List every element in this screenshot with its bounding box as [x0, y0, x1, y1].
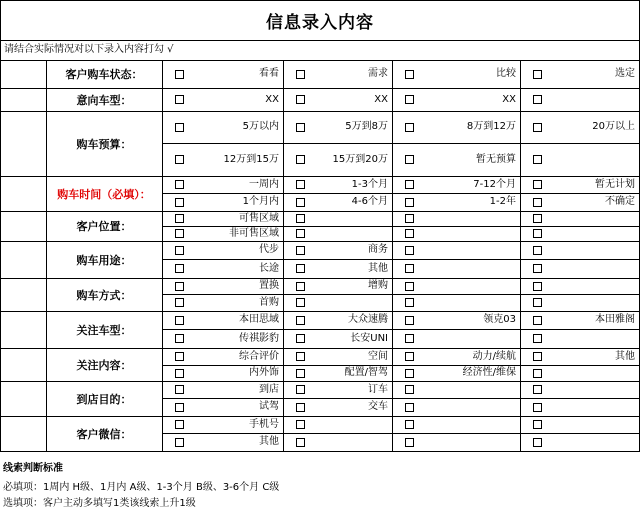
cell-divider: [392, 433, 393, 451]
checkbox-icon[interactable]: [175, 229, 184, 238]
checkbox-icon[interactable]: [296, 334, 305, 343]
checkbox-icon[interactable]: [405, 155, 414, 164]
criteria-optional: 选填项：客户主动多填写1类该线索上升1级: [3, 498, 196, 509]
option-label: [418, 398, 516, 416]
option-label: [418, 277, 516, 295]
cell-divider: [520, 176, 521, 193]
checkbox-icon[interactable]: [175, 420, 184, 429]
checkbox-icon[interactable]: [533, 155, 542, 164]
option-label: XX: [502, 94, 516, 105]
checkbox-icon[interactable]: [533, 420, 542, 429]
checkbox-icon[interactable]: [296, 198, 305, 207]
option-label: 其他: [615, 351, 635, 362]
option-label: 非可售区域: [229, 228, 279, 239]
checkbox-icon[interactable]: [175, 123, 184, 132]
cell-divider: [520, 226, 521, 241]
checkbox-icon[interactable]: [296, 403, 305, 412]
checkbox-icon[interactable]: [405, 369, 414, 378]
cell-divider: [520, 398, 521, 416]
border-left: [0, 0, 1, 451]
checkbox-icon[interactable]: [533, 180, 542, 189]
checkbox-icon[interactable]: [533, 298, 542, 307]
option-label: [546, 277, 635, 295]
checkbox-icon[interactable]: [405, 334, 414, 343]
option-label: [546, 398, 635, 416]
option-label: 订车: [368, 384, 388, 395]
cell-divider: [392, 241, 393, 259]
checkbox-icon[interactable]: [296, 155, 305, 164]
option-label: [309, 294, 388, 312]
option-label: 1个月内: [242, 196, 279, 207]
option-label: 长途: [259, 263, 279, 274]
cell-divider: [520, 311, 521, 329]
option-label: 1-2年: [489, 196, 516, 207]
checkbox-icon[interactable]: [405, 264, 414, 273]
checkbox-icon[interactable]: [175, 352, 184, 361]
option-label: [546, 330, 635, 348]
option-label: [418, 433, 516, 451]
cell-divider: [283, 398, 284, 416]
cell-divider: [283, 241, 284, 259]
option-label: [418, 416, 516, 434]
option-label: 需求: [368, 68, 388, 79]
form-instruction: 请结合实际情况对以下录入内容打勾 √: [4, 44, 174, 55]
cell-divider: [392, 278, 393, 294]
row-label: 客户位置：: [76, 220, 132, 233]
checkbox-icon[interactable]: [405, 229, 414, 238]
checkbox-icon[interactable]: [405, 298, 414, 307]
option-label: 5万以内: [242, 121, 279, 132]
option-label: 20万以上: [592, 121, 635, 132]
cell-divider: [283, 381, 284, 398]
border-label-col: [162, 60, 163, 451]
checkbox-icon[interactable]: [533, 334, 542, 343]
cell-divider: [392, 176, 393, 193]
checkbox-icon[interactable]: [296, 214, 305, 223]
cell-divider: [520, 348, 521, 365]
cell-divider: [392, 381, 393, 398]
checkbox-icon[interactable]: [405, 316, 414, 325]
cell-divider: [520, 241, 521, 259]
option-label: 5万到8万: [345, 121, 388, 132]
checkbox-icon[interactable]: [296, 420, 305, 429]
cell-divider: [283, 111, 284, 143]
checkbox-icon[interactable]: [405, 246, 414, 255]
row-label: 购车方式：: [76, 288, 132, 302]
cell-divider: [392, 211, 393, 226]
checkbox-icon[interactable]: [533, 385, 542, 394]
option-label: 商务: [368, 244, 388, 255]
option-label: [546, 364, 635, 382]
option-label: 其他: [259, 436, 279, 447]
cell-divider: [520, 143, 521, 176]
cell-divider: [392, 365, 393, 381]
cell-divider: [283, 348, 284, 365]
option-label: 到店: [259, 384, 279, 395]
cell-divider: [283, 294, 284, 311]
cell-divider: [520, 60, 521, 88]
option-label: 15万到20万: [332, 154, 388, 165]
checkbox-icon[interactable]: [296, 316, 305, 325]
option-label: 置换: [259, 280, 279, 291]
checkbox-icon[interactable]: [533, 352, 542, 361]
option-label: [546, 91, 635, 109]
option-label: 4-6个月: [351, 196, 388, 207]
option-label: 选定: [615, 68, 635, 79]
option-label: 暂无预算: [476, 154, 516, 165]
checkbox-icon[interactable]: [405, 198, 414, 207]
cell-divider: [283, 88, 284, 111]
checkbox-icon[interactable]: [533, 229, 542, 238]
row-label: 购车用途：: [76, 253, 132, 267]
checkbox-icon[interactable]: [405, 180, 414, 189]
checkbox-icon[interactable]: [296, 70, 305, 79]
cell-divider: [392, 88, 393, 111]
option-label: 1-3个月: [351, 179, 388, 190]
cell-divider: [520, 111, 521, 143]
option-label: [546, 416, 635, 434]
option-label: [418, 381, 516, 399]
cell-divider: [392, 226, 393, 241]
checkbox-icon[interactable]: [175, 264, 184, 273]
cell-divider: [283, 416, 284, 433]
cell-divider: [283, 176, 284, 193]
option-label: [309, 433, 388, 451]
option-label: [546, 260, 635, 278]
cell-divider: [392, 259, 393, 278]
option-label: 本田思域: [239, 314, 279, 325]
option-label: 首购: [259, 297, 279, 308]
option-label: 大众速腾: [348, 314, 388, 325]
cell-divider: [283, 193, 284, 211]
checkbox-icon[interactable]: [405, 420, 414, 429]
checkbox-icon[interactable]: [405, 385, 414, 394]
option-label: 长安UNI: [350, 333, 388, 344]
cell-divider: [392, 416, 393, 433]
checkbox-icon[interactable]: [175, 438, 184, 447]
option-label: 试驾: [259, 401, 279, 412]
option-label: 配置/智驾: [344, 367, 388, 378]
option-label: 暂无计划: [595, 179, 635, 190]
checkbox-icon[interactable]: [296, 246, 305, 255]
option-label: XX: [265, 94, 279, 105]
cell-divider: [283, 211, 284, 226]
cell-divider: [392, 111, 393, 143]
option-label: 可售区域: [239, 213, 279, 224]
option-label: 本田雅阁: [595, 314, 635, 325]
option-label: [418, 330, 516, 348]
row-label: 购车时间（必填）：: [57, 187, 151, 201]
cell-divider: [283, 278, 284, 294]
cell-divider: [520, 416, 521, 433]
option-label: 领克03: [483, 314, 516, 325]
checkbox-icon[interactable]: [175, 369, 184, 378]
checkbox-icon[interactable]: [533, 438, 542, 447]
option-label: [418, 260, 516, 278]
checkbox-icon[interactable]: [533, 123, 542, 132]
checkbox-icon[interactable]: [175, 198, 184, 207]
option-label: 交车: [368, 401, 388, 412]
checkbox-icon[interactable]: [175, 282, 184, 291]
row-label: 到店目的：: [76, 392, 132, 406]
option-label: 内外饰: [249, 367, 279, 378]
option-label: [309, 416, 388, 434]
form-title: 信息录入内容: [266, 12, 374, 33]
option-label: 动力/续航: [472, 351, 516, 362]
cell-divider: [283, 329, 284, 348]
checkbox-icon[interactable]: [175, 180, 184, 189]
option-label: XX: [374, 94, 388, 105]
cell-divider: [392, 329, 393, 348]
row-label: 关注车型：: [76, 323, 132, 337]
cell-divider: [392, 348, 393, 365]
cell-divider: [520, 259, 521, 278]
checkbox-icon[interactable]: [533, 282, 542, 291]
checkbox-icon[interactable]: [533, 316, 542, 325]
option-label: 空间: [368, 351, 388, 362]
checkbox-icon[interactable]: [175, 246, 184, 255]
checkbox-icon[interactable]: [533, 246, 542, 255]
checkbox-icon[interactable]: [405, 438, 414, 447]
option-label: [418, 294, 516, 312]
cell-divider: [283, 143, 284, 176]
checkbox-icon[interactable]: [533, 198, 542, 207]
cell-divider: [520, 329, 521, 348]
row-label: 客户微信：: [76, 427, 132, 441]
option-label: 代步: [259, 244, 279, 255]
option-label: 综合评价: [239, 351, 279, 362]
checkbox-icon[interactable]: [296, 123, 305, 132]
cell-divider: [520, 365, 521, 381]
cell-divider: [520, 88, 521, 111]
checkbox-icon[interactable]: [533, 70, 542, 79]
option-label: 不确定: [605, 196, 635, 207]
checkbox-icon[interactable]: [296, 180, 305, 189]
cell-divider: [520, 211, 521, 226]
row-label: 购车预算：: [76, 137, 132, 151]
checkbox-icon[interactable]: [296, 95, 305, 104]
checkbox-icon[interactable]: [175, 385, 184, 394]
criteria-required: 必填项：1周内 H级、1月内 A级、1-3个月 B级、3-6个月 C级: [3, 482, 280, 493]
option-label: [546, 381, 635, 399]
checkbox-icon[interactable]: [533, 95, 542, 104]
cell-divider: [283, 226, 284, 241]
option-label: 比较: [496, 68, 516, 79]
checkbox-icon[interactable]: [175, 214, 184, 223]
cell-divider: [392, 60, 393, 88]
checkbox-icon[interactable]: [405, 282, 414, 291]
checkbox-icon[interactable]: [175, 70, 184, 79]
cell-divider: [520, 193, 521, 211]
cell-divider: [392, 193, 393, 211]
checkbox-icon[interactable]: [296, 282, 305, 291]
cell-divider: [392, 294, 393, 311]
option-label: 看看: [259, 68, 279, 79]
checkbox-icon[interactable]: [296, 229, 305, 238]
cell-divider: [283, 259, 284, 278]
checkbox-icon[interactable]: [296, 438, 305, 447]
cell-divider: [392, 143, 393, 176]
row-label: 意向车型：: [76, 93, 132, 107]
checkbox-icon[interactable]: [533, 369, 542, 378]
criteria-heading: 线索判断标准: [3, 463, 63, 474]
checkbox-icon[interactable]: [405, 403, 414, 412]
cell-divider: [520, 294, 521, 311]
option-label: [546, 433, 635, 451]
checkbox-icon[interactable]: [296, 298, 305, 307]
cell-divider: [392, 398, 393, 416]
border-top: [0, 0, 640, 1]
cell-divider: [392, 311, 393, 329]
option-label: [546, 294, 635, 312]
option-label: 经济性/维保: [462, 367, 516, 378]
option-label: 手机号: [249, 419, 279, 430]
checkbox-icon[interactable]: [405, 70, 414, 79]
checkbox-icon[interactable]: [405, 214, 414, 223]
cell-divider: [283, 365, 284, 381]
cell-divider: [520, 381, 521, 398]
checkbox-icon[interactable]: [175, 298, 184, 307]
checkbox-icon[interactable]: [175, 334, 184, 343]
cell-divider: [283, 433, 284, 451]
cell-divider: [283, 311, 284, 329]
checkbox-icon[interactable]: [296, 264, 305, 273]
cell-divider: [520, 433, 521, 451]
checkbox-icon[interactable]: [175, 155, 184, 164]
border-title: [0, 40, 640, 41]
checkbox-icon[interactable]: [296, 352, 305, 361]
row-label: 关注内容：: [76, 358, 132, 372]
option-label: 增购: [368, 280, 388, 291]
checkbox-icon[interactable]: [405, 123, 414, 132]
checkbox-icon[interactable]: [296, 369, 305, 378]
border-bottom: [0, 451, 640, 452]
checkbox-icon[interactable]: [533, 403, 542, 412]
checkbox-icon[interactable]: [175, 403, 184, 412]
option-label: 7-12个月: [473, 179, 516, 190]
option-label: [418, 241, 516, 259]
checkbox-icon[interactable]: [405, 352, 414, 361]
checkbox-icon[interactable]: [175, 316, 184, 325]
option-label: 其他: [368, 263, 388, 274]
option-label: 传祺影豹: [239, 333, 279, 344]
sub-row-divider: [162, 143, 640, 144]
checkbox-icon[interactable]: [405, 95, 414, 104]
cell-divider: [520, 278, 521, 294]
row-label: 客户购车状态：: [65, 68, 143, 81]
checkbox-icon[interactable]: [296, 385, 305, 394]
option-label: 12万到15万: [223, 154, 279, 165]
option-label: [546, 241, 635, 259]
cell-divider: [283, 60, 284, 88]
option-label: 一周内: [249, 179, 279, 190]
checkbox-icon[interactable]: [175, 95, 184, 104]
checkbox-icon[interactable]: [533, 264, 542, 273]
checkbox-icon[interactable]: [533, 214, 542, 223]
option-label: [546, 151, 635, 169]
option-label: 8万到12万: [466, 121, 516, 132]
